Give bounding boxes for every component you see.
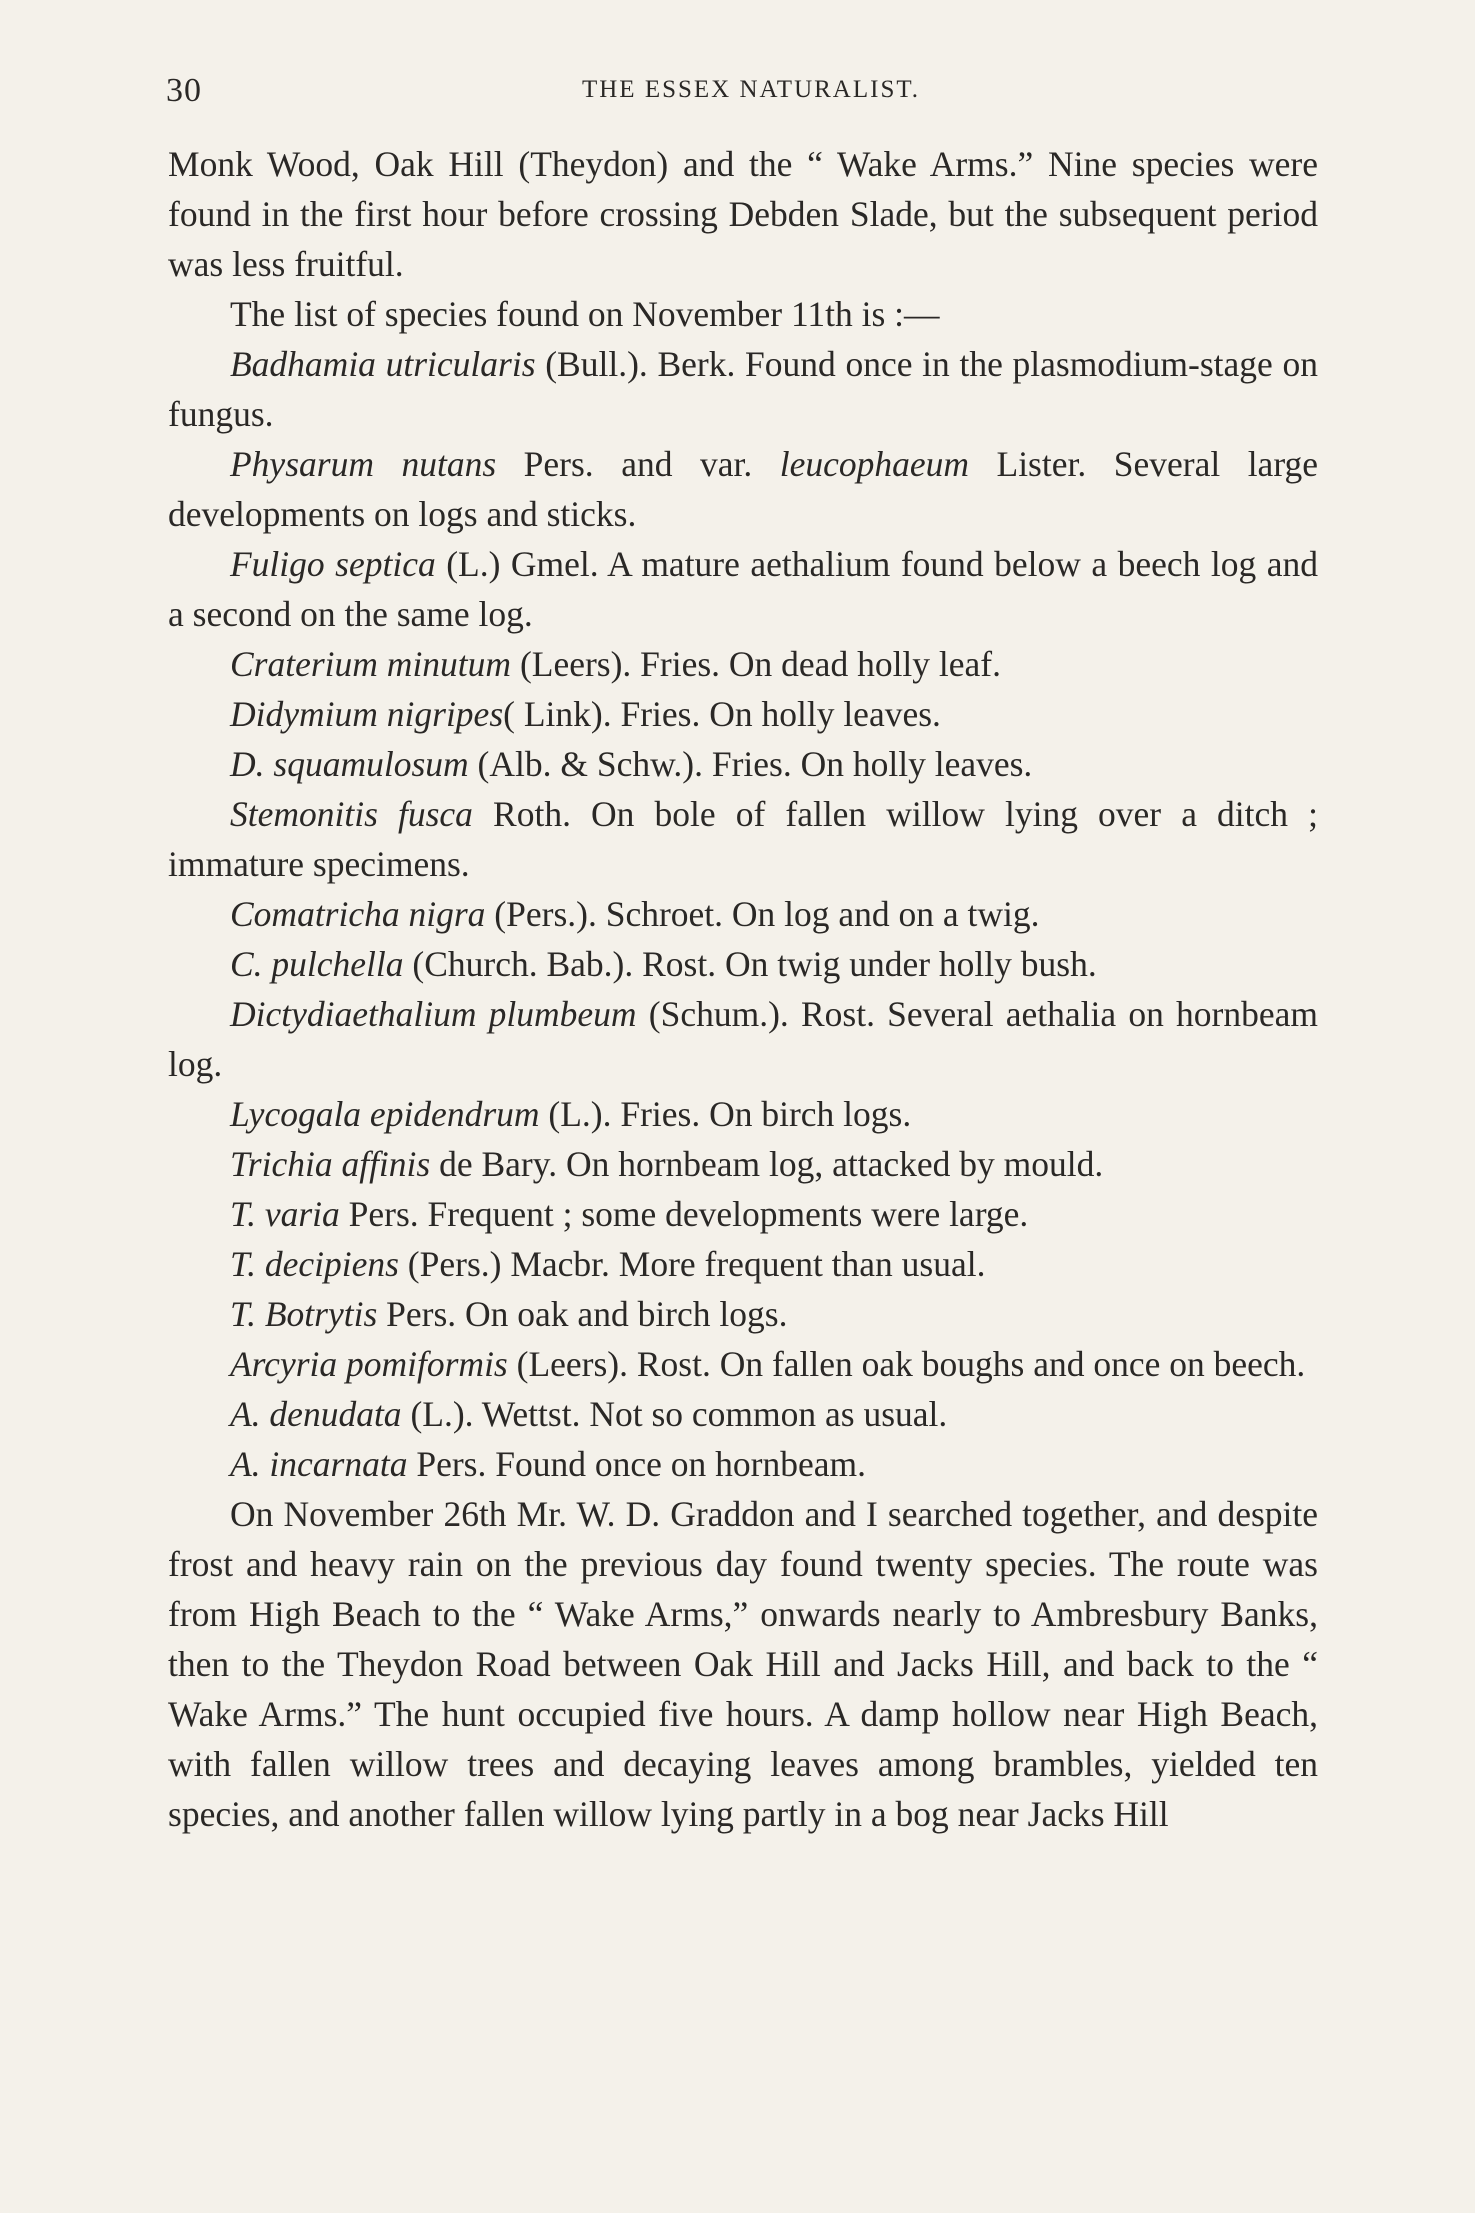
species-description: (Alb. & Schw.). Fries. On holly leaves. [468,744,1033,784]
species-description: de Bary. On hornbeam log, attacked by mould. [430,1144,1104,1184]
species-entry [168,1439,1318,1489]
species-description: ( Link). Fries. On holly leaves. [503,694,941,734]
species-entry [168,1389,1318,1439]
species-name: Dictydiaethalium plumbeum [230,994,637,1034]
species-name: D. squamulosum [230,744,469,784]
species-entry [168,889,1318,939]
species-entry [168,1339,1318,1389]
opening-paragraph: Monk Wood, Oak Hill (Theydon) and the “ Wake Arms.” Nine species were found in the first hour before crossing Debden Slade, but the subsequent period was less fruitful. [168,144,1318,284]
species-description: (L.). Wettst. Not so common as usual. [401,1394,948,1434]
species-name: Didymium nigripes [230,694,504,734]
species-description: Pers. and var. [496,444,780,484]
species-description: Pers. Frequent ; some developments were large. [339,1194,1029,1234]
species-entry [168,1289,1318,1339]
species-description: (L.). Fries. On birch logs. [539,1094,912,1134]
species-entry [168,689,1318,739]
species-name: Craterium minutum [230,644,512,684]
species-name: Comatricha nigra [230,894,486,934]
species-description: (Church. Bab.). Rost. On twig under holly bush. [403,944,1097,984]
page-number: 30 [166,72,202,109]
species-entry [168,939,1318,989]
species-description: (Leers). Rost. On fallen oak boughs and once on beech. [507,1344,1306,1384]
journal-title: THE ESSEX NATURALIST. [581,76,921,103]
species-name: Trichia affinis [230,1144,431,1184]
species-description: Pers. On oak and birch logs. [377,1294,788,1334]
species-name: Arcyria pomiformis [230,1344,508,1384]
species-entry [168,989,1318,1089]
species-description: Lister. Several large developments on logs and sticks. [168,444,1319,534]
species-description: (Pers.). Schroet. On log and on a twig. [485,894,1040,934]
species-entry [168,1089,1318,1139]
species-name: A. denudata [230,1394,402,1434]
species-name: A. incarnata [230,1444,408,1484]
species-entry [168,1189,1318,1239]
species-entry [168,739,1318,789]
species-description: (Leers). Fries. On dead holly leaf. [511,644,1001,684]
variety-name: leucophaeum [779,444,969,484]
species-name: Physarum nutans [230,444,497,484]
species-entry [168,789,1318,889]
species-description: (L.) Gmel. A mature aethalium found below a beech log and a second on the same log. [168,544,1318,634]
species-description: Pers. Found once on hornbeam. [407,1444,866,1484]
closing-paragraph: On November 26th Mr. W. D. Graddon and I searched together, and despite frost and heavy rain on the previous day found twenty species. The route was from High Beach to the “ Wake Arms,” onwards nearly to Ambresbury Banks, then to the Theydon Road between Oak Hill and Jacks Hill, and back to the “ Wake Arms.” The hunt occupied five hours. A damp hollow near High Beach, with fallen willow trees and decaying leaves among brambles, yielded ten species, and another fallen willow lying partly in a bog near Jacks Hill [168,1494,1318,1834]
species-name: T. varia [230,1194,340,1234]
species-description: (Bull.). Berk. Found once in the plasmodium-stage on fungus. [168,344,1318,434]
species-entry [168,539,1318,639]
list-intro: The list of species found on November 11th is :— [230,294,940,334]
species-name: Stemonitis fusca [230,794,473,834]
body-text [168,139,1318,1839]
species-entry [168,1139,1318,1189]
species-name: Badhamia utricularis [230,344,536,384]
species-entry [168,439,1318,539]
species-name: T. decipiens [230,1244,399,1284]
species-name: Fuligo septica [230,544,436,584]
species-name: Lycogala epidendrum [230,1094,540,1134]
species-name: T. Botrytis [230,1294,378,1334]
species-entry [168,1239,1318,1289]
species-description: (Pers.) Macbr. More frequent than usual. [398,1244,986,1284]
running-head [166,72,1316,112]
species-description: Roth. On bole of fallen willow lying over a ditch ; immature specimens. [168,794,1318,884]
species-name: C. pulchella [230,944,404,984]
species-description: (Schum.). Rost. Several aethalia on hornbeam log. [168,994,1318,1084]
species-entry [168,339,1318,439]
species-entry [168,639,1318,689]
